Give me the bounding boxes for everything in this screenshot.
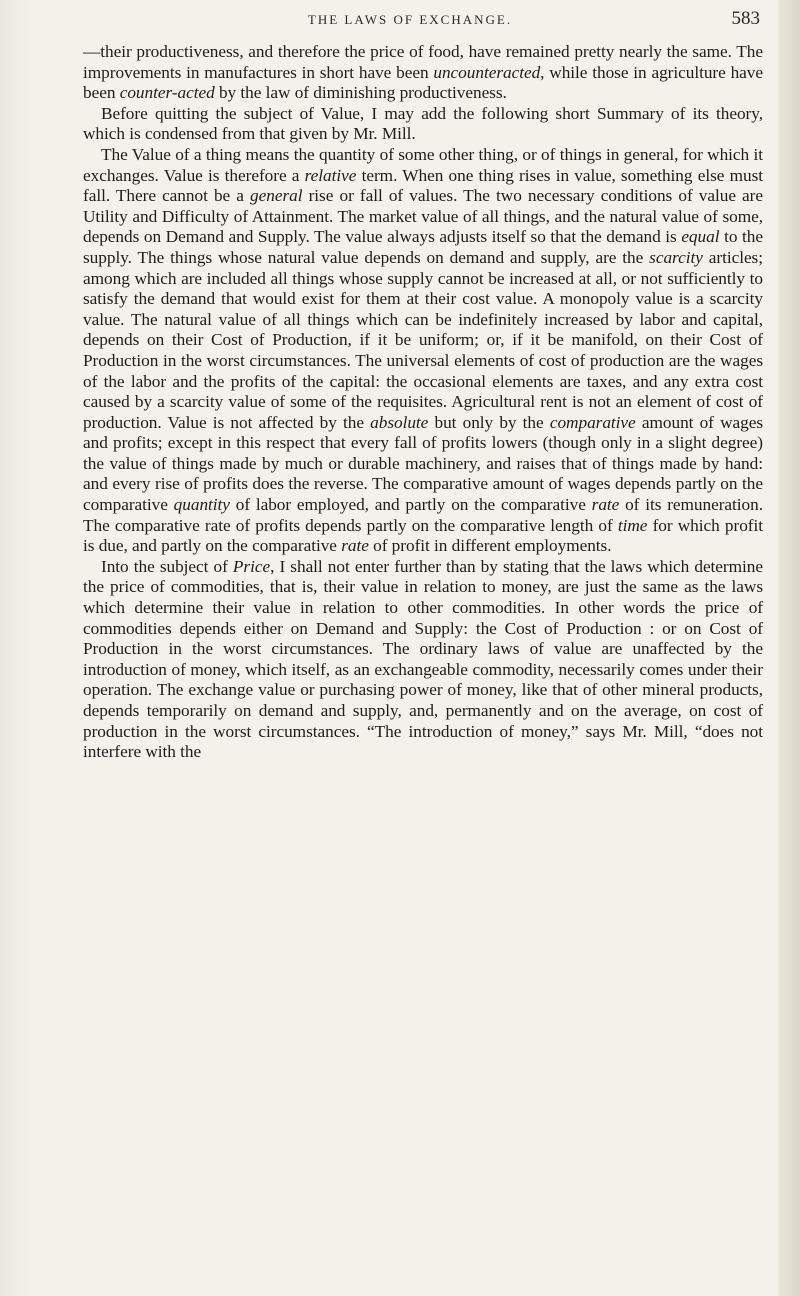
italic-text: time bbox=[617, 515, 648, 535]
paragraph bbox=[83, 104, 763, 145]
text-run: articles; among which are included all things whose supply cannot be increased at all, or not sufficiently to satisfy the demand that would exist for them at their cost value. A monopoly value is a scarcity value. The natural value of all things which can be indefinitely increased by labor and capital, depends on their Cost of Production, if it be uniform; or, if it be manifold, on their Cost of Production in the worst circumstances. The universal elements of cost of production are the wages of the labor and the profits of the capital: the occasional elements are taxes, and any extra cost caused by a scarcity value of some of the requisites. Agricultural rent is not an element of cost of production. Value is not affected by the bbox=[83, 247, 763, 432]
italic-text: counter-acted bbox=[119, 83, 215, 103]
text-run: —their productiveness, and therefore the price of food, have remained pretty nearly the same. The improvements in manufactures in short have been bbox=[83, 42, 763, 82]
italic-text: quantity bbox=[173, 495, 230, 515]
text-run: by the law of diminishing productiveness. bbox=[214, 83, 507, 103]
text-run: term. When one thing rises in value, something else must fall. There cannot be a bbox=[83, 165, 763, 206]
italic-text: comparative bbox=[549, 412, 636, 432]
text-run: rise or fall of values. The two necessary conditions of value are Utility and Difficulty of Attainment. The market value of all things, and the natural value of some, depends on Demand and Supply. The value always adjusts itself so that the demand is bbox=[83, 186, 764, 247]
paragraph bbox=[83, 145, 763, 557]
text-run: Into the subject of bbox=[101, 556, 233, 576]
page-header bbox=[60, 8, 760, 34]
italic-text: Price bbox=[232, 556, 271, 576]
text-run: for which profit is due, and partly on the comparative bbox=[83, 515, 763, 556]
text-run: of labor employed, and partly on the comparative bbox=[229, 495, 592, 515]
text-run: amount of wages and profits; except in this respect that every fall of profits lowers (though only in a slight degree) the value of things made by much or durable machinery, and raises that of things made by hand: and every rise of profits does the reverse. The comparative amount of wages depends partly on the comparative bbox=[83, 412, 764, 515]
paragraph bbox=[83, 557, 763, 763]
page-gutter-shading bbox=[0, 0, 30, 1296]
running-head: THE LAWS OF EXCHANGE. bbox=[307, 12, 513, 27]
text-run: , I shall not enter further than by stating that the laws which determine the price of commodities, that is, their value in relation to money, are just the same as the laws which determine their value in relation to other commodities. In other words the price of commodities depends either on Demand and Supply: the Cost of Production : or on Cost of Production in the worst circumstances. The ordinary laws of value are unaffected by the introduction of money, which itself, as an exchangeable commodity, necessarily comes under their operation. The exchange value or purchasing power of money, like that of other mineral products, depends temporarily on demand and supply, and, permanently and on the average, on cost of production in the worst circumstances. “The introduction of money,” says Mr. Mill, “does not interfere with the bbox=[83, 556, 763, 762]
body-text bbox=[83, 42, 763, 763]
italic-text: uncounteracted bbox=[433, 62, 541, 82]
italic-text: equal bbox=[681, 227, 720, 247]
italic-text: absolute bbox=[370, 412, 429, 432]
text-run: of profit in different employments. bbox=[368, 536, 612, 556]
italic-text: relative bbox=[304, 165, 357, 185]
italic-text: rate bbox=[341, 536, 369, 556]
text-run: to the supply. The things whose natural value depends on demand and supply, are the bbox=[83, 227, 763, 267]
italic-text: scarcity bbox=[649, 247, 703, 267]
page-edge-shading bbox=[778, 0, 800, 1296]
page-number: 583 bbox=[731, 8, 760, 29]
text-run: of its remuneration. The comparative rate of profits depends partly on the comparative length of bbox=[83, 495, 763, 535]
paragraph bbox=[83, 42, 763, 104]
italic-text: general bbox=[250, 186, 303, 206]
text-run: The Value of a thing means the quantity of some other thing, or of things in general, for which it exchanges. Value is therefore a bbox=[83, 144, 763, 185]
italic-text: rate bbox=[591, 495, 620, 515]
text-run: Before quitting the subject of Value, I may add the following short Summary of its theory, which is condensed from that given by Mr. Mill. bbox=[83, 103, 763, 144]
text-run: but only by the bbox=[428, 412, 550, 432]
text-run: , while those in agriculture have been bbox=[83, 62, 763, 103]
